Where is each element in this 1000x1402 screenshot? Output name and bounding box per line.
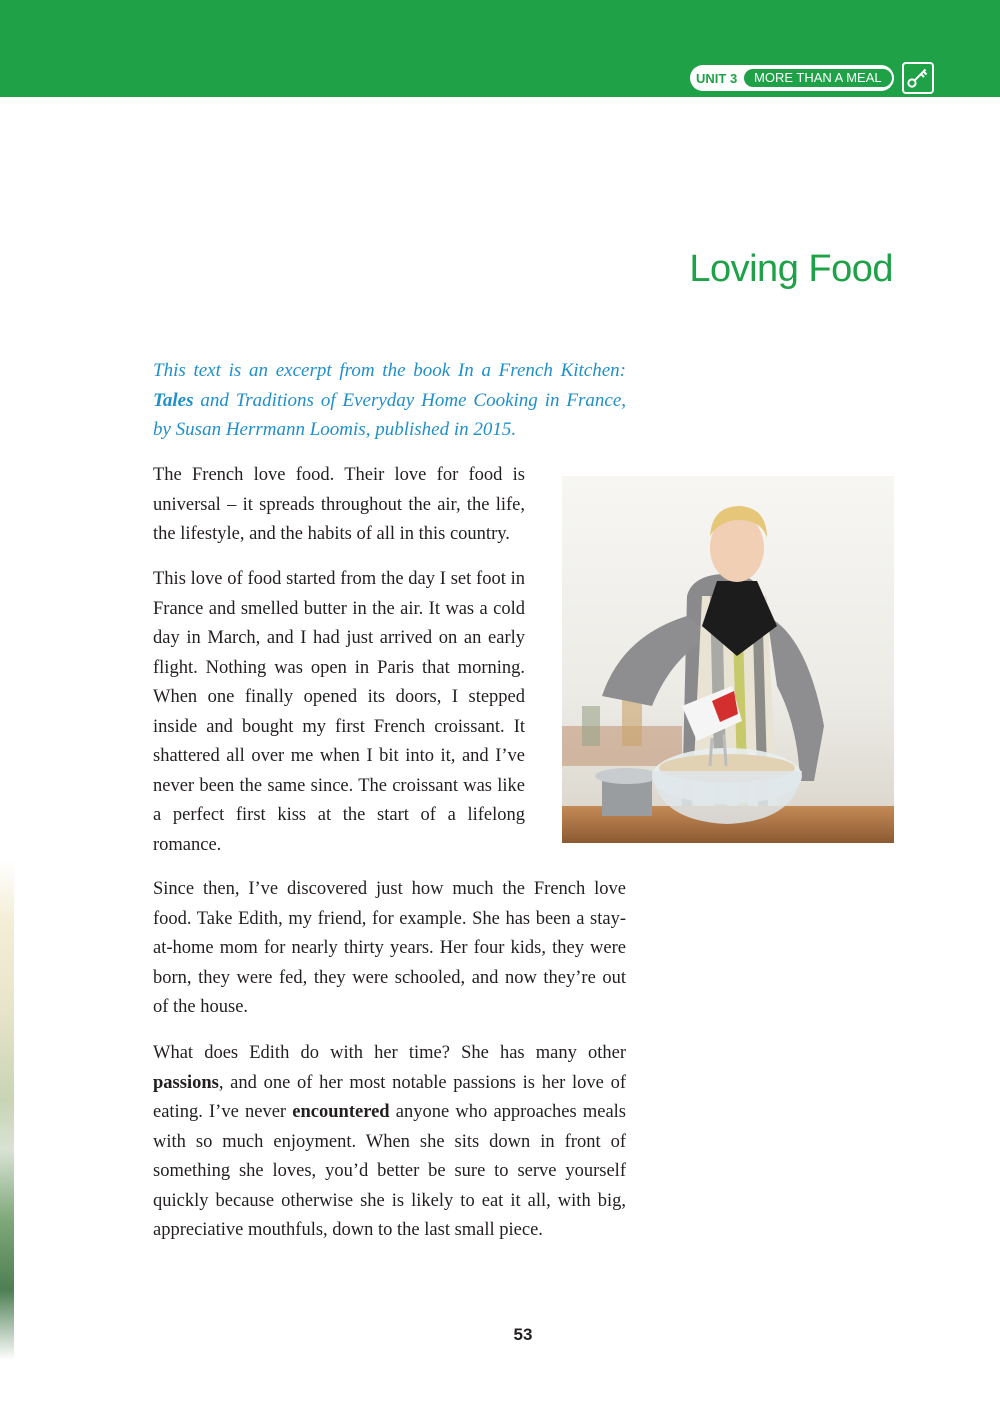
page-number: 53 — [513, 1325, 533, 1344]
paragraph-4 — [153, 1039, 626, 1246]
paragraph-2: This love of food started from the day I set foot in France and smelled butter in the air. It was a cold day in March, and I had just arrived on an early flight. Nothing was open in Paris that morning. When one finally opened its doors, I stepped inside and bought my first French croissant. It shattered all over me when I bit into it, and I’ve never been the same since. The croissant was like a perfect first kiss at the start of a lifelong romance. — [153, 569, 525, 855]
intro-note — [153, 356, 626, 445]
page-title: Loving Food — [689, 248, 893, 290]
paragraph-4-text-3: anyone who approaches meals with so much enjoyment. When she sits down in front of something she loves, you’d better be sure to serve yourself quickly because otherwise she is likely to eat it all, with big, appreciative mouthfuls, down to the last small piece. — [153, 1102, 626, 1240]
vocab-passions: passions — [153, 1072, 219, 1093]
unit-badge — [690, 65, 894, 91]
intro-text-1: This text is an excerpt from the book In a French Kitchen: — [153, 360, 626, 381]
paragraph-1: The French love food. Their love for food is universal – it spreads throughout the air, the life, the lifestyle, and the habits of all in this country. — [153, 465, 525, 544]
paragraph-4-text-1: What does Edith do with her time? She has many other — [153, 1043, 626, 1063]
paragraph-4-text-2: , and one of her most notable passions is her love of eating. I’ve never — [153, 1072, 626, 1122]
unit-label: UNIT 3 — [696, 70, 738, 86]
paragraph-3: Since then, I’ve discovered just how much the French love food. Take Edith, my friend, for example. She has been a stay-at-home mom for nearly thirty years. Her four kids, they were born, they were fed, they were schooled, and now they’re out of the house. — [153, 879, 626, 1017]
intro-bold: Tales — [153, 389, 194, 411]
intro-text-2: and Traditions of Everyday Home Cooking in France, by Susan Herrmann Loomis, published in 2015. — [153, 389, 626, 440]
unit-title: MORE THAN A MEAL — [744, 69, 892, 87]
vocab-encountered: encountered — [292, 1102, 390, 1122]
decorative-edge-image — [0, 860, 14, 1360]
cooking-woman-photo — [562, 476, 894, 843]
key-icon — [902, 62, 934, 94]
